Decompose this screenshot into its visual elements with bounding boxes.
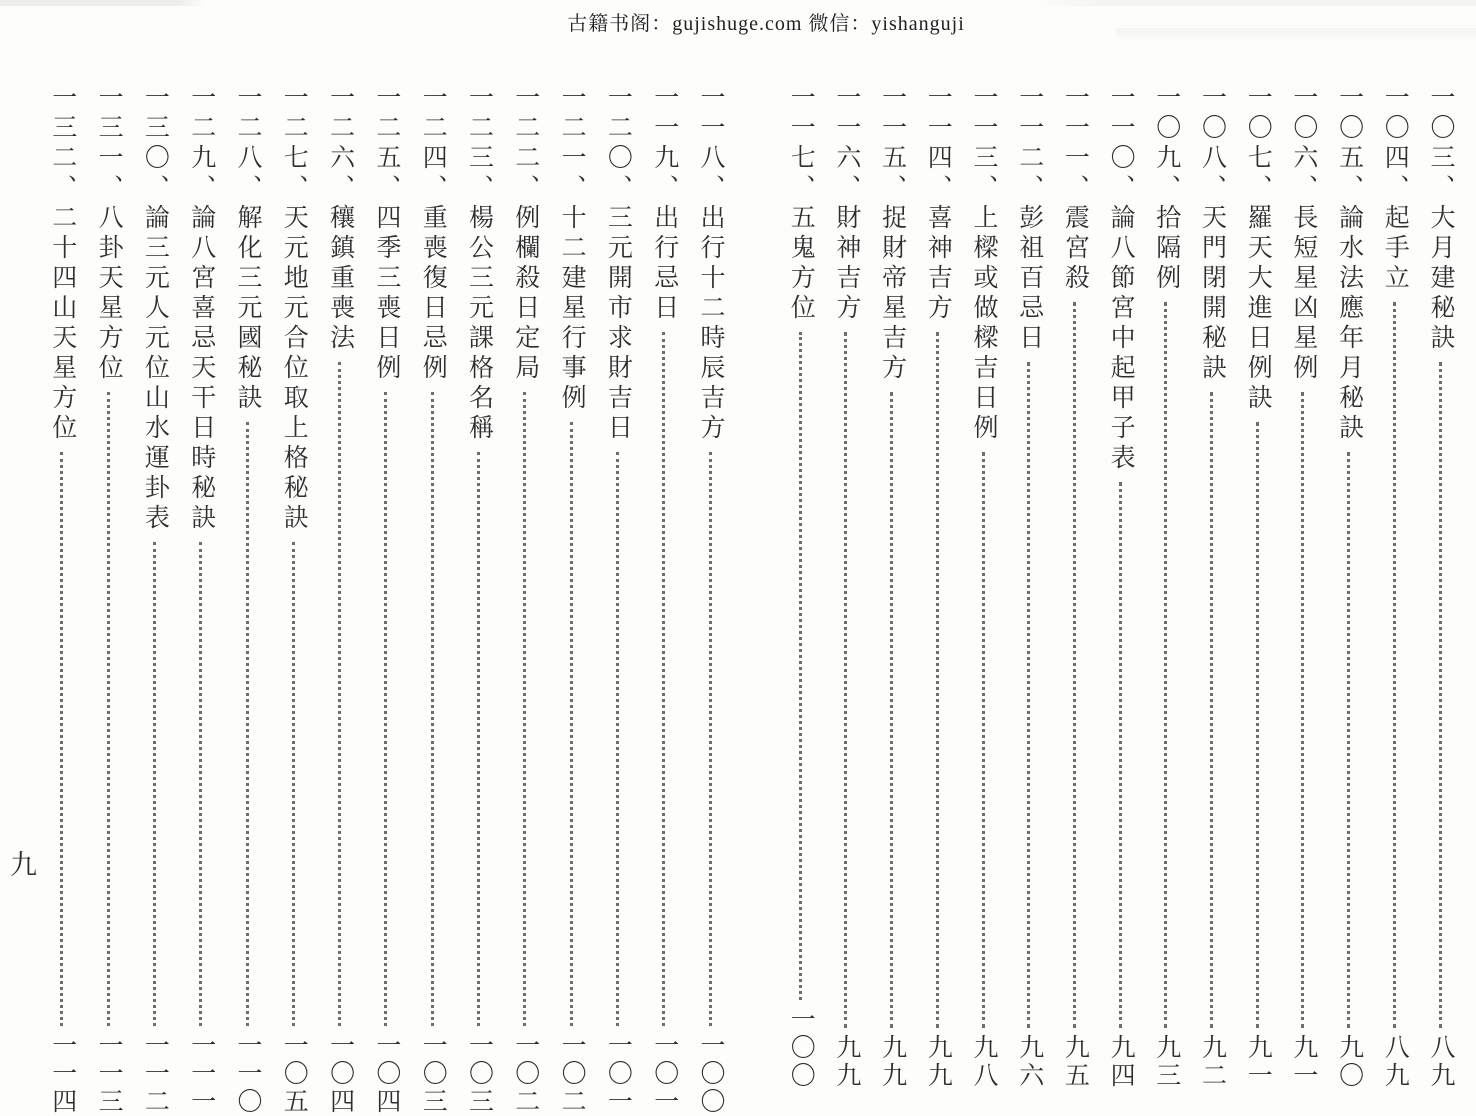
toc-entry bbox=[828, 84, 864, 1090]
dotted-leader bbox=[1119, 482, 1122, 1028]
toc-entry-page: 九一 bbox=[1244, 1034, 1272, 1090]
toc-entry bbox=[414, 84, 450, 1116]
dotted-leader bbox=[384, 392, 387, 1026]
toc-entry-text: 一一一、震宮殺 bbox=[1061, 84, 1089, 294]
toc-entry-page: 一〇二 bbox=[558, 1032, 586, 1116]
dotted-leader bbox=[107, 392, 110, 1026]
toc-entry-text: 一〇五、論水法應年月秘訣 bbox=[1335, 84, 1363, 444]
toc-entry bbox=[1285, 84, 1321, 1090]
scan-artifact-top bbox=[0, 0, 1476, 6]
scan-artifact-smudge bbox=[1116, 28, 1476, 42]
toc-entry-page: 九二 bbox=[1198, 1034, 1226, 1090]
toc-entry-page: 一〇〇 bbox=[787, 1006, 815, 1090]
toc-entry-page: 九三 bbox=[1152, 1034, 1180, 1090]
toc-entry-text: 一一五、捉財帝星吉方 bbox=[878, 84, 906, 384]
dotted-leader bbox=[1301, 392, 1304, 1028]
dotted-leader bbox=[1439, 362, 1442, 1028]
toc-entry-text: 一三二、二十四山天星方位 bbox=[48, 84, 76, 444]
toc-entry-page: 九一 bbox=[1289, 1034, 1317, 1090]
toc-entry-text: 一一〇、論八節宮中起甲子表 bbox=[1107, 84, 1135, 474]
dotted-leader bbox=[523, 392, 526, 1026]
toc-entry bbox=[1102, 84, 1138, 1090]
toc-entry-text: 一二五、四季三喪日例 bbox=[372, 84, 400, 384]
toc-entry bbox=[1239, 84, 1275, 1090]
toc-entry bbox=[1056, 84, 1092, 1090]
toc-entry-text: 一〇八、天門閉開秘訣 bbox=[1198, 84, 1226, 384]
toc-entry bbox=[599, 84, 635, 1116]
dotted-leader bbox=[246, 422, 249, 1026]
dotted-leader bbox=[60, 452, 63, 1026]
dotted-leader bbox=[1073, 302, 1076, 1028]
toc-entry-text: 一三〇、論三元人元位山水運卦表 bbox=[141, 84, 169, 534]
dotted-leader bbox=[1256, 422, 1259, 1028]
toc-entry bbox=[782, 84, 818, 1090]
toc-entry bbox=[1194, 84, 1230, 1090]
toc-entry bbox=[275, 84, 311, 1116]
toc-entry bbox=[368, 84, 404, 1116]
toc-entry bbox=[90, 84, 126, 1116]
dotted-leader bbox=[292, 542, 295, 1026]
dotted-leader bbox=[153, 542, 156, 1026]
toc-entry bbox=[229, 84, 265, 1116]
toc-entry-text: 一二六、穰鎮重喪法 bbox=[326, 84, 354, 354]
dotted-leader bbox=[709, 452, 712, 1026]
toc-entry-page: 一一三 bbox=[95, 1032, 123, 1116]
toc-entry-text: 一一四、喜神吉方 bbox=[924, 84, 952, 324]
toc-entry-text: 一〇九、拾隔例 bbox=[1152, 84, 1180, 294]
toc-entry-page: 九八 bbox=[970, 1034, 997, 1090]
dotted-leader bbox=[477, 452, 480, 1026]
toc-entry-page: 九六 bbox=[1015, 1034, 1043, 1090]
dotted-leader bbox=[1393, 302, 1396, 1028]
toc-entry-text: 一一七、五鬼方位 bbox=[787, 84, 815, 324]
toc-entry bbox=[1376, 84, 1412, 1090]
toc-entry-page: 一一一 bbox=[187, 1032, 215, 1116]
toc-entry-text: 一二二、例欄殺日定局 bbox=[511, 84, 539, 384]
dotted-leader bbox=[1210, 392, 1213, 1028]
toc-entry-text: 一三一、八卦天星方位 bbox=[95, 84, 123, 384]
toc-entry-text: 一〇六、長短星凶星例 bbox=[1289, 84, 1317, 384]
toc-entry bbox=[136, 84, 172, 1116]
toc-entry bbox=[874, 84, 910, 1090]
toc-entry-page: 一一四 bbox=[48, 1032, 76, 1116]
toc-entry-text: 一二一、十二建星行事例 bbox=[558, 84, 586, 414]
toc-entry-text: 一一六、財神吉方 bbox=[832, 84, 860, 324]
toc-entry bbox=[44, 84, 80, 1116]
toc-entry-text: 一二四、重喪復日忌例 bbox=[419, 84, 447, 384]
toc-entry bbox=[507, 84, 543, 1116]
toc-entry bbox=[1148, 84, 1184, 1090]
toc-entry bbox=[553, 84, 589, 1116]
toc-entry-text: 一二三、楊公三元課格名稱 bbox=[465, 84, 493, 444]
toc-entry-text: 一〇三、大月建秘訣 bbox=[1427, 84, 1454, 354]
toc-entry-page: 八九 bbox=[1381, 1034, 1409, 1090]
toc-entry bbox=[965, 84, 1001, 1090]
toc-entry bbox=[322, 84, 358, 1116]
toc-entry-page: 一〇五 bbox=[280, 1032, 308, 1116]
folio-page-number: 九 bbox=[10, 850, 37, 880]
dotted-leader bbox=[982, 452, 985, 1028]
dotted-leader bbox=[338, 362, 341, 1026]
toc-entry-page: 一〇三 bbox=[465, 1032, 493, 1116]
dotted-leader bbox=[570, 422, 573, 1026]
toc-entry-page: 一〇一 bbox=[604, 1032, 632, 1116]
toc-entry-page: 一〇一 bbox=[650, 1032, 678, 1116]
toc-entry-page: 八九 bbox=[1427, 1034, 1454, 1090]
toc-entry-text: 一二八、解化三元國秘訣 bbox=[234, 84, 261, 414]
dotted-leader bbox=[1164, 302, 1167, 1028]
dotted-leader bbox=[936, 332, 939, 1028]
toc-entry bbox=[919, 84, 955, 1090]
toc-entry-text: 一〇七、羅天大進日例訣 bbox=[1244, 84, 1272, 414]
toc-entry-page: 一〇二 bbox=[511, 1032, 539, 1116]
toc-entry-page: 九四 bbox=[1107, 1034, 1135, 1090]
toc-entry bbox=[646, 84, 682, 1116]
toc-entry-text: 一一二、彭祖百忌日 bbox=[1015, 84, 1043, 354]
dotted-leader bbox=[1027, 362, 1030, 1028]
toc-entry-text: 一一三、上樑或做樑吉日例 bbox=[970, 84, 997, 444]
dotted-leader bbox=[431, 392, 434, 1026]
toc-entry-page: 一〇〇 bbox=[697, 1032, 724, 1116]
toc-entry-page: 九五 bbox=[1061, 1034, 1089, 1090]
toc-entry-page: 一一二 bbox=[141, 1032, 169, 1116]
toc-entry-page: 九九 bbox=[832, 1034, 860, 1090]
toc-entry-text: 一二九、論八宮喜忌天干日時秘訣 bbox=[187, 84, 215, 534]
toc-entry-text: 一〇四、起手立 bbox=[1381, 84, 1409, 294]
toc-entry-page: 九九 bbox=[878, 1034, 906, 1090]
toc-entry-page: 一一〇 bbox=[234, 1032, 261, 1116]
dotted-leader bbox=[1347, 452, 1350, 1028]
watermark-site-credit: 古籍书阁：gujishuge.com 微信：yishanguji bbox=[567, 13, 965, 35]
toc-entry-page: 一〇四 bbox=[372, 1032, 400, 1116]
toc-entry bbox=[183, 84, 219, 1116]
toc-entry-page: 九九 bbox=[924, 1034, 952, 1090]
toc-entry-text: 一二〇、三元開市求財吉日 bbox=[604, 84, 632, 444]
toc-entry bbox=[1331, 84, 1367, 1090]
toc-entry bbox=[461, 84, 497, 1116]
toc-entry-page: 一〇四 bbox=[326, 1032, 354, 1116]
toc-entry-page: 九〇 bbox=[1335, 1034, 1363, 1090]
dotted-leader bbox=[890, 392, 893, 1028]
toc-entry-text: 一二七、天元地元合位取上格秘訣 bbox=[280, 84, 308, 534]
dotted-leader bbox=[844, 332, 847, 1028]
toc-entry-text: 一一九、出行忌日 bbox=[650, 84, 678, 324]
dotted-leader bbox=[616, 452, 619, 1026]
dotted-leader bbox=[199, 542, 202, 1026]
toc-entry bbox=[692, 84, 728, 1116]
toc-entry bbox=[1011, 84, 1047, 1090]
dotted-leader bbox=[799, 332, 802, 1000]
toc-entry-page: 一〇三 bbox=[419, 1032, 447, 1116]
dotted-leader bbox=[662, 332, 665, 1026]
toc-entry bbox=[1422, 84, 1458, 1090]
toc-entry-text: 一一八、出行十二時辰吉方 bbox=[697, 84, 724, 444]
